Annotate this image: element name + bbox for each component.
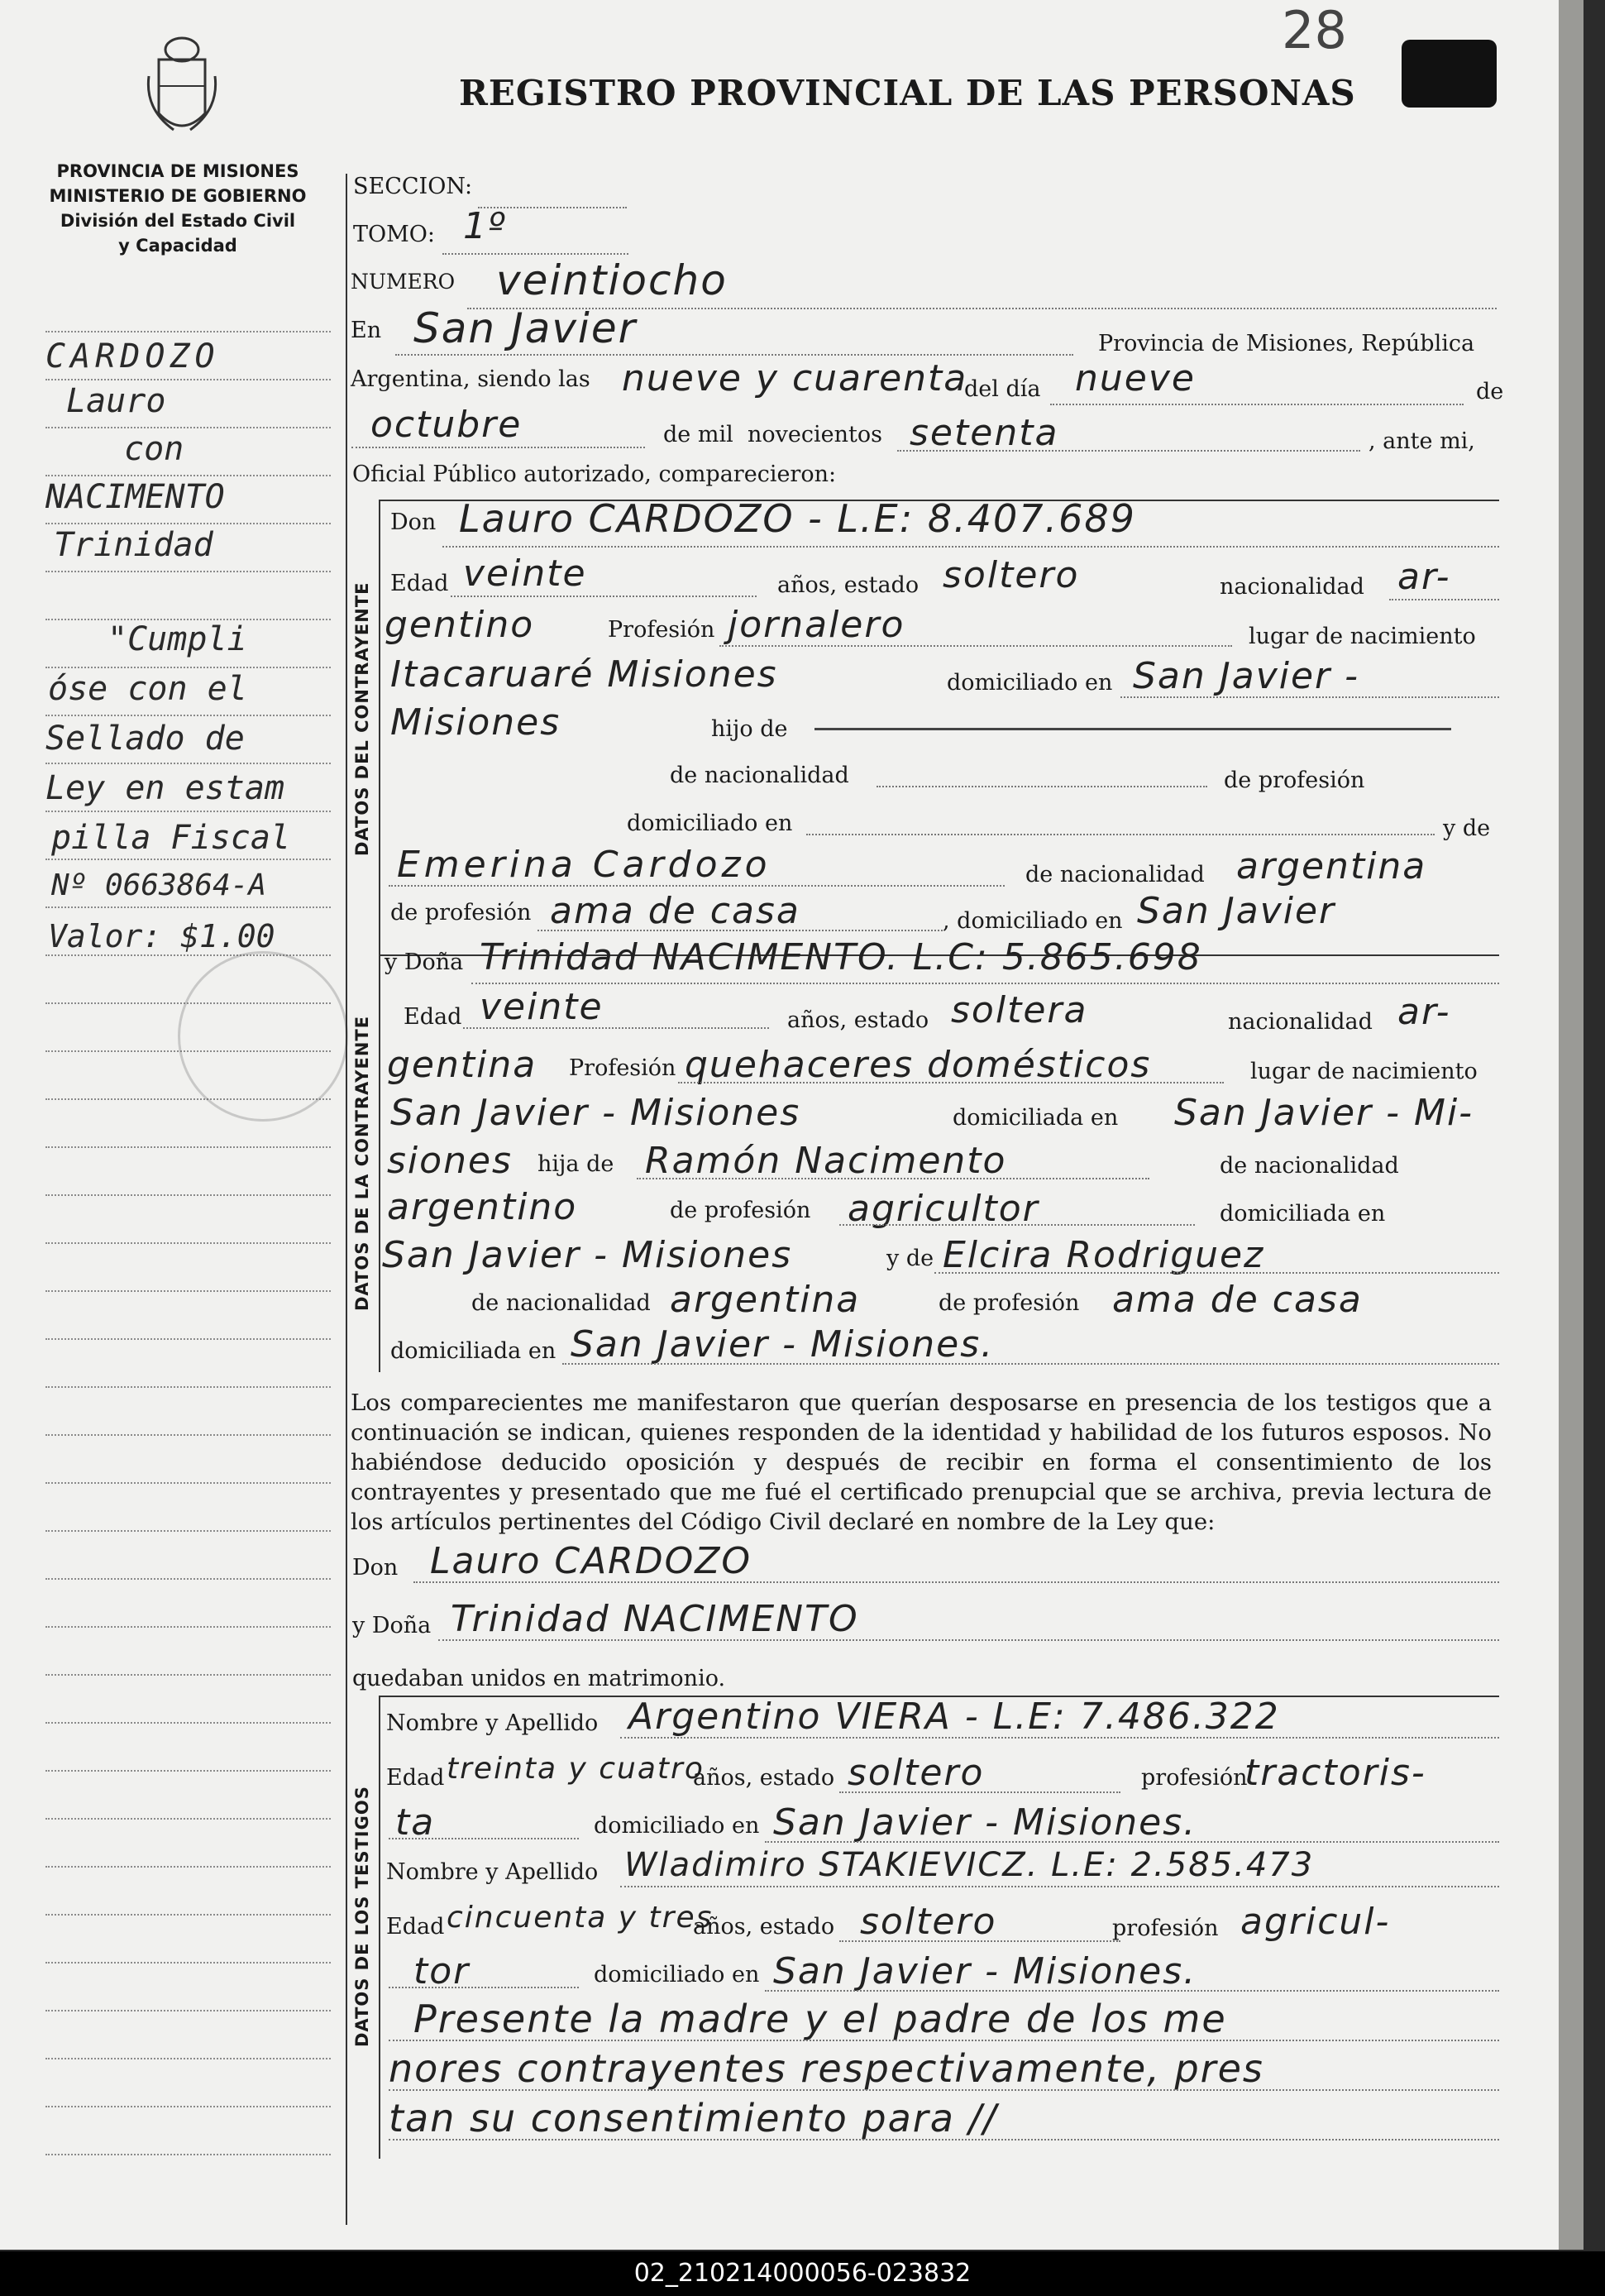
anos-estado-label: años, estado: [787, 1007, 929, 1033]
handwritten-note: tan su consentimiento para //: [389, 2096, 998, 2141]
dona-estado-value: soltera: [951, 989, 1088, 1031]
fill-line: [389, 2089, 1499, 2091]
de-mil-label: de mil: [663, 422, 733, 447]
margin-rule: [45, 859, 331, 860]
margin-rule: [45, 1386, 331, 1388]
fill-line: [877, 786, 1207, 787]
margin-rule: [45, 1194, 331, 1196]
hijo-de-label: hijo de: [711, 716, 788, 742]
witness1-age: treinta y cuatro: [447, 1752, 705, 1786]
margin-rule: [45, 811, 331, 812]
fill-line: [351, 447, 645, 448]
anio-value: setenta: [910, 412, 1059, 454]
edad-label: Edad: [404, 1004, 462, 1030]
de-profesion-label: de profesión: [939, 1290, 1080, 1316]
fill-line: [839, 1791, 1120, 1793]
margin-rule: [45, 1146, 331, 1148]
fill-line: [463, 1027, 769, 1029]
dona-lugar-value: San Javier - Misiones: [390, 1092, 801, 1134]
issuer-line: PROVINCIA DE MISIONES: [56, 161, 299, 181]
margin-rule: [45, 2154, 331, 2155]
fill-line: [562, 1363, 1499, 1365]
domiciliada-label: domiciliada en: [1220, 1201, 1386, 1227]
madre-don-prof-value: ama de casa: [550, 890, 800, 932]
en-value: San Javier: [413, 304, 638, 352]
don-dom-value: Misiones: [390, 701, 561, 744]
profesion-label: profesión: [1112, 1916, 1219, 1941]
margin-rule: [45, 1962, 331, 1964]
fill-line: [389, 2139, 1499, 2141]
don-edad-value: veinte: [463, 552, 587, 595]
fill-line: [719, 645, 1232, 647]
margin-rule: [45, 475, 331, 476]
mes-value: octubre: [370, 404, 523, 446]
de-nacionalidad-label: de nacionalidad: [471, 1290, 651, 1316]
margin-note: Lauro: [66, 382, 166, 420]
y-de-label: y de: [1443, 816, 1491, 841]
hora-value: nueve y cuarenta: [622, 357, 968, 399]
margin-rule: [45, 1914, 331, 1916]
section-border: [379, 954, 380, 1372]
fill-line: [637, 1178, 1149, 1179]
lugar-label: lugar de nacimiento: [1249, 624, 1476, 649]
madre-don-dom-value: San Javier: [1137, 890, 1336, 932]
don-nac-value: gentino: [385, 604, 535, 646]
margin-note: Nº 0663864-A: [51, 868, 267, 902]
anos-estado-label: años, estado: [777, 572, 920, 598]
fill-line: [442, 546, 1499, 548]
margin-rule: [45, 667, 331, 668]
domiciliado-label: domiciliado en: [627, 811, 793, 836]
margin-rule: [45, 1770, 331, 1772]
don-lugar-value: Itacaruaré Misiones: [390, 653, 778, 696]
margin-rule: [45, 331, 331, 332]
section-label-contrayente: DATOS DEL CONTRAYENTE: [352, 581, 372, 856]
de-nacionalidad-label: de nacionalidad: [1220, 1153, 1399, 1179]
anos-estado-label: años, estado: [693, 1765, 835, 1791]
margin-note: CARDOZO: [45, 337, 220, 375]
fill-line: [389, 1987, 579, 1988]
margin-rule: [45, 1338, 331, 1340]
don-nac-value: ar-: [1397, 556, 1451, 598]
margin-rule: [45, 1242, 331, 1244]
margin-rule: [45, 1626, 331, 1628]
nacionalidad-label: nacionalidad: [1220, 574, 1364, 600]
margin-rule: [45, 1530, 331, 1532]
madre-dona-nac-value: argentina: [670, 1279, 861, 1321]
y-de-label: y de: [886, 1246, 934, 1271]
madre-don-value: Emerina Cardozo: [397, 844, 771, 886]
don-label: Don: [352, 1555, 399, 1581]
margin-rule: [45, 2010, 331, 2011]
ante-mi-label: , ante mi,: [1369, 428, 1475, 454]
margin-note: "Cumpli: [107, 620, 247, 658]
fill-line: [389, 885, 1005, 887]
margin-rule: [45, 1434, 331, 1436]
section-border: [379, 1696, 380, 2159]
quedaban-label: quedaban unidos en matrimonio.: [352, 1666, 726, 1691]
nombre-apellido-label: Nombre y Apellido: [386, 1859, 599, 1885]
y-dona-label: y Doña: [385, 949, 464, 975]
strike-line: [814, 728, 1451, 730]
issuer-line: y Capacidad: [118, 236, 237, 256]
margin-rule: [45, 427, 331, 428]
profesion-label: Profesión: [608, 617, 715, 643]
fill-line: [395, 354, 1073, 356]
lugar-label: lugar de nacimiento: [1250, 1059, 1478, 1084]
margin-rule: [45, 571, 331, 572]
nombre-apellido-label: Nombre y Apellido: [386, 1710, 599, 1736]
domiciliado-label: domiciliado en: [947, 670, 1113, 696]
witness2-address: San Javier - Misiones.: [773, 1950, 1197, 1992]
fill-line: [537, 930, 943, 931]
domiciliado-label: domiciliado en: [594, 1962, 760, 1987]
hija-de-label: hija de: [537, 1151, 614, 1177]
margin-rule: [45, 715, 331, 716]
ink-blot: [1402, 40, 1497, 108]
margin-rule: [45, 523, 331, 524]
don-estado-value: soltero: [943, 554, 1080, 596]
madre-don-nac-value: argentina: [1236, 845, 1427, 887]
fill-line: [1050, 404, 1464, 405]
don-prof-value: jornalero: [728, 604, 905, 646]
margin-note: Trinidad: [54, 526, 213, 564]
domiciliada-label: domiciliada en: [390, 1338, 556, 1364]
dona-nac-value: gentina: [387, 1044, 537, 1086]
domiciliado-label: , domiciliado en: [943, 908, 1123, 934]
profesion-label: profesión: [1141, 1765, 1248, 1791]
witness2-age: cincuenta y tres: [447, 1901, 714, 1935]
margin-rule: [45, 1290, 331, 1292]
fill-line: [806, 834, 1435, 835]
witness2-job: agricul-: [1240, 1901, 1391, 1943]
padre-dona-value: Ramón Nacimento: [645, 1140, 1007, 1182]
madre-dona-dom-value: San Javier - Misiones.: [571, 1323, 995, 1366]
declared-bride: Trinidad NACIMENTO: [451, 1598, 859, 1640]
witness1-job: tractoris-: [1244, 1752, 1426, 1794]
fill-line: [438, 1639, 1499, 1641]
edad-label: Edad: [390, 571, 449, 596]
de-profesion-label: de profesión: [670, 1198, 811, 1223]
fill-line: [839, 1940, 1120, 1942]
dona-dom-value: San Javier - Mi-: [1174, 1092, 1474, 1134]
fill-line: [620, 1737, 1499, 1739]
fill-line: [389, 1838, 579, 1839]
coat-of-arms-seal: [141, 26, 223, 142]
margin-rule: [45, 1722, 331, 1724]
fill-line: [934, 1272, 1499, 1274]
margin-rule: [45, 1818, 331, 1820]
fill-line: [413, 1581, 1499, 1583]
padre-dona-prof-value: agricultor: [848, 1188, 1039, 1230]
fill-line: [897, 450, 1360, 452]
faded-stamp: [178, 951, 348, 1122]
margin-note: con: [124, 430, 184, 468]
page-number: 28: [1282, 0, 1347, 60]
fill-line: [765, 1990, 1499, 1992]
margin-rule: [45, 2106, 331, 2107]
margin-note: óse con el: [48, 670, 247, 708]
de-nacionalidad-label: de nacionalidad: [1025, 862, 1205, 887]
fill-line: [1120, 696, 1499, 698]
margin-note: NACIMENTO: [45, 478, 225, 516]
margin-rule: [45, 1482, 331, 1484]
margin-rule: [45, 763, 331, 764]
don-dom-value: San Javier -: [1133, 655, 1359, 697]
witness2-name: Wladimiro STAKIEVICZ. L.E: 2.585.473: [624, 1846, 1315, 1884]
fill-line: [1389, 599, 1499, 600]
margin-note: pilla Fiscal: [51, 819, 290, 857]
don-label: Don: [390, 509, 437, 535]
section-label-contrayente: DATOS DE LA CONTRAYENTE: [352, 1015, 372, 1311]
handwritten-note: Presente la madre y el padre de los me: [413, 1997, 1227, 2041]
domiciliado-label: domiciliado en: [594, 1813, 760, 1839]
issuer-header: [33, 159, 322, 258]
dia-value: nueve: [1075, 357, 1196, 399]
fill-line: [389, 2040, 1499, 2041]
oficial-label: Oficial Público autorizado, comparecieron:: [352, 462, 837, 487]
de-profesion-label: de profesión: [1224, 768, 1365, 793]
witness1-name: Argentino VIERA - L.E: 7.486.322: [628, 1696, 1280, 1738]
witness1-address: San Javier - Misiones.: [773, 1801, 1197, 1844]
madre-dona-prof-value: ama de casa: [1112, 1279, 1363, 1321]
declared-groom: Lauro CARDOZO: [430, 1540, 752, 1582]
handwritten-note: nores contrayentes respectivamente, pres: [389, 2046, 1264, 2091]
margin-note: Sellado de: [45, 720, 245, 758]
issuer-line: MINISTERIO DE GOBIERNO: [49, 186, 307, 206]
madre-dona-value: Elcira Rodriguez: [943, 1234, 1265, 1276]
margin-rule: [45, 1866, 331, 1868]
dona-nac-value: ar-: [1397, 991, 1451, 1033]
issuer-line: División del Estado Civil: [60, 211, 296, 231]
fill-line: [678, 1082, 1224, 1083]
margin-rule: [45, 1674, 331, 1676]
dona-prof-value: quehaceres domésticos: [685, 1044, 1152, 1086]
argentina-label: Argentina, siendo las: [351, 366, 590, 392]
margin-rule: [45, 906, 331, 908]
fill-line: [620, 1886, 1499, 1887]
seccion-label: SECCION:: [353, 174, 473, 199]
edad-label: Edad: [386, 1914, 445, 1940]
fill-line: [765, 1841, 1499, 1843]
nacionalidad-label: nacionalidad: [1228, 1009, 1373, 1035]
edad-label: Edad: [386, 1765, 445, 1791]
margin-rule: [45, 1578, 331, 1580]
dona-edad-value: veinte: [480, 986, 604, 1028]
numero-value: veintiocho: [496, 256, 728, 304]
numero-label: NUMERO: [351, 270, 456, 294]
margin-note: Ley en estam: [45, 769, 284, 807]
domiciliada-label: domiciliada en: [953, 1105, 1119, 1131]
don-value: Lauro CARDOZO - L.E: 8.407.689: [459, 496, 1136, 541]
tomo-value: 1º: [463, 205, 507, 247]
column-divider: [346, 174, 347, 2225]
padre-dona-nac-value: argentino: [387, 1186, 578, 1228]
fill-line: [442, 253, 628, 255]
declaration-text: Los comparecientes me manifestaron que querían desposarse en presencia de los testigos que a continuación se indican, quienes responden de la identidad y habilidad de los futuros esposos. No habiéndose deducido oposición y después de recibir en forma el consentimiento de los contrayentes y presentado que me fué el certificado prenupcial que se archiva, previa lectura de los artículos pertinentes del Código Civil declaré en nombre de la Ley que:: [351, 1390, 1492, 1535]
binding-spine: [1559, 0, 1584, 2250]
image-caption: 02_210214000056-023832: [0, 2251, 1605, 2296]
del-dia-label: del día: [964, 376, 1041, 402]
section-border: [379, 500, 380, 954]
margin-rule: [45, 2058, 331, 2059]
page-title: REGISTRO PROVINCIAL DE LAS PERSONAS: [459, 73, 1356, 113]
fill-line: [839, 1224, 1195, 1226]
witness2-job: tor: [413, 1950, 471, 1992]
margin-rule: [45, 379, 331, 380]
section-label-testigos: DATOS DE LOS TESTIGOS: [352, 1786, 372, 2047]
de-profesion-label: de profesión: [390, 900, 532, 926]
fill-line: [471, 983, 1499, 984]
novecientos-label: novecientos: [748, 422, 882, 447]
de-nacionalidad-label: de nacionalidad: [670, 763, 849, 788]
profesion-label: Profesión: [569, 1055, 676, 1081]
padre-dona-dom-value: San Javier - Misiones: [382, 1234, 793, 1276]
provincia-label: Provincia de Misiones, República: [1098, 331, 1475, 356]
dona-value: Trinidad NACIMENTO. L.C: 5.865.698: [480, 936, 1202, 978]
tomo-label: TOMO:: [353, 222, 436, 247]
fill-line: [451, 596, 757, 597]
anos-estado-label: años, estado: [693, 1914, 835, 1940]
dona-dom-value: siones: [387, 1140, 513, 1182]
witness1-status: soltero: [848, 1752, 985, 1794]
de-label: de: [1476, 379, 1504, 404]
en-label: En: [351, 318, 382, 343]
y-dona-label: y Doña: [352, 1613, 432, 1638]
witness2-status: soltero: [860, 1901, 997, 1943]
margin-note: Valor: $1.00: [48, 918, 275, 954]
witness1-job: ta: [395, 1801, 436, 1844]
